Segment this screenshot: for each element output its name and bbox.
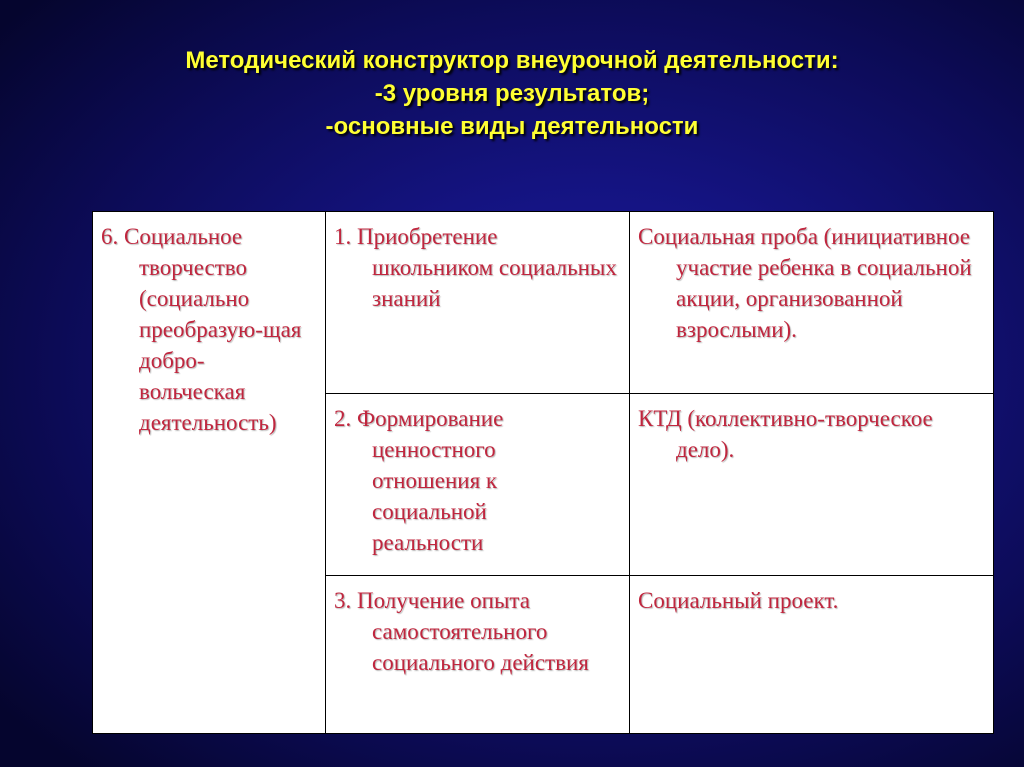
table-cell-level-1 — [326, 212, 630, 394]
title-line-1: Методический конструктор внеурочной деятельности: — [185, 47, 839, 74]
results-table — [92, 211, 994, 734]
slide-title — [0, 44, 1024, 143]
activity-2-text: КТД (коллективно-творческое дело). — [638, 406, 933, 462]
level-3-text: 3. Получение опыта самостоятельного социального действия — [334, 588, 589, 675]
title-line-3: -основные виды деятельности — [325, 113, 699, 140]
table-cell-level-3 — [326, 576, 630, 734]
table-row — [93, 212, 994, 394]
table-cell-activity-3 — [630, 576, 994, 734]
level-2-text: 2. Формирование ценностного отношения к социальной реальности — [334, 406, 504, 555]
level-1-text: 1. Приобретение школьником социальных знаний — [334, 224, 617, 311]
activity-1-text: Социальная проба (инициативное участие ребенка в социальной акции, организованной взрослыми). — [638, 224, 972, 342]
social-creativity-text: 6. Социальное творчество (социально преобразую-щая добро-вольческая деятельность) — [101, 224, 302, 435]
table-cell-level-2 — [326, 394, 630, 576]
table-cell-activity-1 — [630, 212, 994, 394]
table-cell-social-creativity — [93, 212, 326, 734]
activity-3-text: Социальный проект. — [638, 588, 839, 613]
table-cell-activity-2 — [630, 394, 994, 576]
title-line-2: -3 уровня результатов; — [374, 80, 650, 107]
